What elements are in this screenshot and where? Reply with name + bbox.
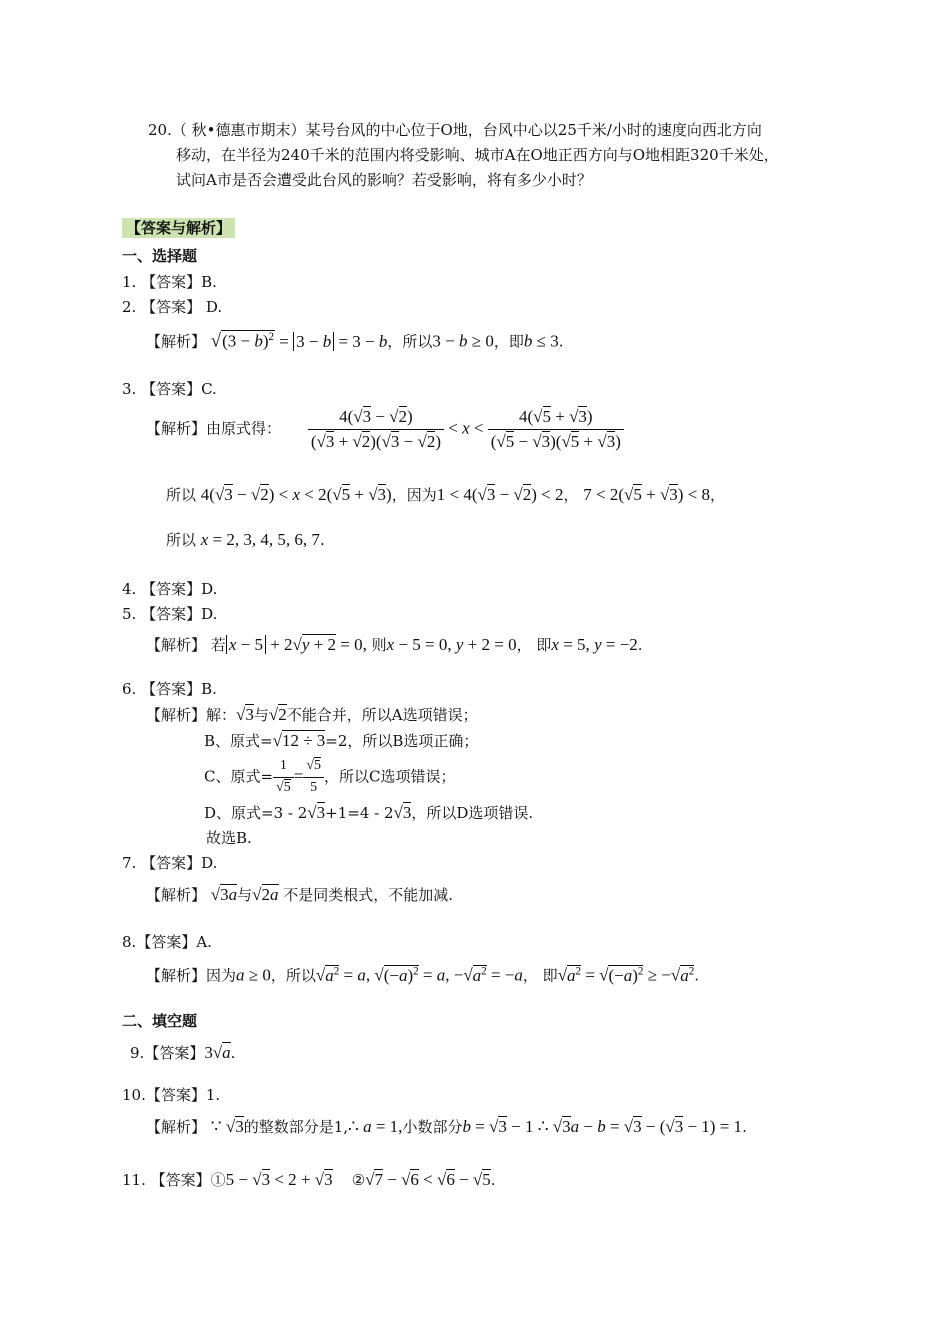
answer-label: 【答案】 — [141, 680, 202, 698]
answer-5 — [122, 605, 217, 623]
answer-7 — [122, 854, 217, 872]
answer-10 — [122, 1086, 220, 1104]
analysis-6-line-c: C、原式= $\frac{1}{√5}$ = $\frac{√5}{5}$ ，所以C选项错误； — [204, 758, 456, 795]
circle-2: ② — [351, 1171, 366, 1189]
q20-line3: 试问A市是否会遭受此台风的影响？若受影响，将有多少小时？ — [176, 171, 592, 189]
text-then: 则 — [371, 636, 387, 654]
analysis-3 — [146, 406, 624, 453]
analysis-6-line1: 【解析】解：√3与√2不能合并，所以A选项错误； — [146, 705, 478, 724]
analysis-label: 【解析】 — [146, 636, 207, 654]
answers-title: 【答案与解析】 — [122, 218, 235, 238]
text-so: ，所以 — [387, 332, 433, 351]
answer-label: 【答案】 — [150, 1171, 211, 1189]
text-c-post: ，所以C选项错误； — [324, 767, 456, 786]
answer-2 — [122, 298, 222, 316]
text-b-post: =2，所以B选项正确； — [325, 732, 479, 750]
answer-num: 11. — [122, 1171, 146, 1189]
text-if: 若 — [210, 636, 226, 654]
analysis-2: 【解析】 $√(3 - b)^2 = 3 - b = 3 - b$，所以3 − b ≥ 0，即b ≤ 3. — [146, 330, 564, 352]
answer-value: D. — [205, 298, 223, 316]
text-so2: 所以 — [166, 531, 197, 549]
text-b-pre: B、原式= — [204, 732, 273, 750]
answer-8 — [122, 933, 212, 951]
answer-value: B. — [201, 273, 217, 291]
answer-label: 【答案】 — [141, 605, 202, 623]
answer-num: 3. — [122, 380, 137, 398]
answer-num: 7. — [122, 854, 137, 872]
analysis-10: 【解析】 ∵ √3的整数部分是1,∴ a = 1,小数部分b = √3 − 1 ∴ √3a − b = √3 − (√3 − 1) = 1. — [146, 1117, 747, 1136]
text-so: 所以 — [166, 486, 197, 504]
answer-label: 【答案】 — [141, 273, 202, 291]
answer-value: D. — [201, 605, 218, 623]
section-fill: 二、填空题 — [122, 1012, 198, 1030]
analysis-8: 【解析】因为a ≥ 0，所以$√a^2 = a$, $√(-a)^2 = a$, $-√a^2 = -a$， 即$√a^2 = √(-a)^2 \ge -√a^2$. — [146, 965, 699, 985]
answer-value: D. — [201, 580, 218, 598]
answer-num: 5. — [122, 605, 137, 623]
answer-label: 【答案】 — [141, 380, 202, 398]
answer-1 — [122, 273, 217, 291]
answer-value: D. — [201, 854, 218, 872]
text-intpart: 的整数部分是1, — [243, 1118, 349, 1136]
answer-label: 【答案】 — [141, 854, 202, 872]
text-and: 与 — [237, 886, 253, 904]
section-choice: 一、选择题 — [122, 247, 198, 265]
answer-3 — [122, 380, 217, 398]
answer-value: B. — [201, 680, 217, 698]
answer-4 — [122, 580, 217, 598]
analysis-7: 【解析】 √3a与√2a 不是同类根式，不能加减. — [146, 885, 454, 904]
answer-label: 【答案】 — [145, 1086, 206, 1104]
answer-label: 【答案】 — [144, 1044, 205, 1062]
answer-label: 【答案】 — [141, 580, 202, 598]
text-because: 因为 — [206, 966, 237, 985]
answer-value: C. — [201, 380, 217, 398]
answer-value: A. — [196, 933, 212, 951]
text-solve: 解： — [206, 706, 237, 724]
analysis-6-line-d: D、原式=3 - 2√3+1=4 - 2√3，所以D选项错误. — [204, 803, 534, 822]
answer-num: 2. — [122, 298, 137, 316]
text-ie: 即 — [542, 966, 558, 985]
analysis-6-line-b: B、原式=√12 ÷ 3=2，所以B选项正确； — [204, 731, 479, 750]
formula-3-inequality: $\frac{4(√3 - √2)}{(√3 + √2)(√3 - √2)}$ < x < $\frac{4(√5 + √3)}{(√5 - √3)(√5 + √3)}$ — [308, 406, 624, 453]
q20-line1: 20.（ 秋•德惠市期末）某号台风的中心位于O地，台风中心以25千米/小时的速度向西北方向 — [148, 121, 762, 139]
text-ie: ，即 — [493, 332, 524, 351]
analysis-label: 【解析】 — [146, 419, 207, 438]
analysis-label: 【解析】 — [146, 706, 207, 724]
answer-value: 1. — [205, 1086, 221, 1104]
answer-num: 10. — [122, 1086, 146, 1104]
q20-line2: 移动，在半径为240千米的范围内将受影响、城市A在O地正西方向与O地相距320千米处， — [176, 146, 779, 164]
analysis-label: 【解析】 — [146, 966, 207, 985]
text-d-post: ，所以D选项错误. — [411, 804, 534, 822]
text-decpart: 小数部分 — [402, 1118, 463, 1136]
answer-num: 4. — [122, 580, 137, 598]
text-ie: 即 — [536, 636, 552, 654]
text-and: 与 — [253, 706, 269, 724]
answer-11: 11. 【答案】①5 − √3 < 2 + √3 ②√7 − √6 < √6 − √5. — [122, 1170, 496, 1189]
answer-num: 9. — [130, 1044, 145, 1062]
text-rest: 不能合并，所以A选项错误； — [286, 706, 478, 724]
answer-9: 9.【答案】3√a. — [130, 1043, 236, 1062]
text-because: 因为 — [406, 486, 437, 504]
text-so: ，所以 — [270, 966, 316, 985]
circle-1: ① — [210, 1171, 226, 1189]
analysis-label: 【解析】 — [146, 1118, 207, 1136]
answer-6 — [122, 680, 217, 698]
text-c-pre: C、原式= — [204, 767, 274, 786]
analysis-label: 【解析】 — [146, 332, 207, 351]
analysis-3-line3: 所以 x = 2, 3, 4, 5, 6, 7. — [166, 530, 325, 549]
analysis-label: 【解析】 — [146, 886, 207, 904]
text-d-mid: +1=4 - 2 — [325, 804, 394, 822]
analysis-3-line2: 所以 4(√3 − √2) < x < 2(√5 + √3)，因为1 < 4(√3 − √2) < 2， 7 < 2(√5 + √3) < 8， — [166, 485, 726, 504]
answer-label: 【答案】 — [136, 933, 197, 951]
answer-label: 【答案】 — [141, 298, 202, 316]
answer-num: 8. — [122, 933, 137, 951]
analysis-6-choose: 故选B. — [206, 829, 252, 847]
analysis-5: 【解析】 若 x − 5 + 2√y + 2 = 0, 则x − 5 = 0, y + 2 = 0， 即x = 5, y = −2. — [146, 635, 643, 654]
answer-num: 1. — [122, 273, 137, 291]
text-intro: 由原式得： — [206, 419, 282, 438]
formula-2: $√(3 - b)^2 = 3 - b = 3 - b$ — [210, 330, 388, 352]
text-rest: 不是同类根式，不能加减. — [283, 886, 454, 904]
answer-num: 6. — [122, 680, 137, 698]
text-d-pre: D、原式=3 - 2 — [204, 804, 308, 822]
